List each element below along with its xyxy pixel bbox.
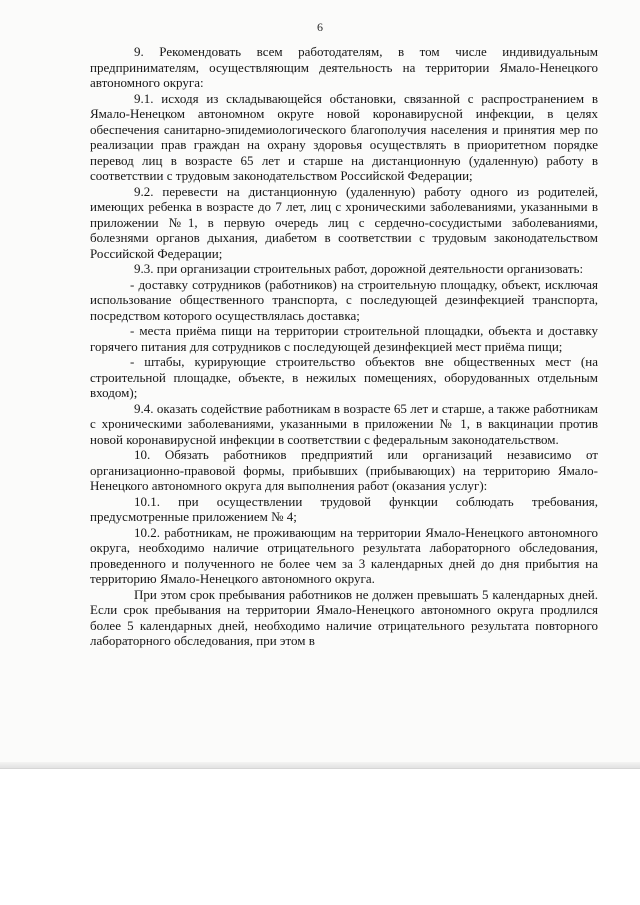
paragraph-9-2: 9.2. перевести на дистанционную (удаленную) работу одного из родителей, имеющих ребенка в возрасте до 7 лет, лиц с хроническими заболеваниями, указанными в приложении №1, в первую очередь лиц с сердечно-сосудистыми заболеваниями, болезнями органов дыхания, диабетом в соответствии с трудовым законодательством Российской Федерации; [90,183,598,261]
paragraph-9-4: 9.4. оказать содействие работникам в возрасте 65 лет и старше, а также работникам с хроническими заболеваниями, указанными в приложении № 1, в вакцинации против новой коронавирусной инфекции в соответствии с федеральным законодательством. [90,400,598,447]
list-item-headquarters: - штабы, курирующие строительство объектов вне общественных мест (на строительной площадке, объекте, в нежилых помещениях, оборудованных отдельным входом); [90,354,598,400]
paragraph-stay-duration: При этом срок пребывания работников не должен превышать 5 календарных дней. Если срок пребывания на территории Ямало-Ненецкого автономного округа продлился более 5 календарных дней, необходимо наличие отрицательного результата повторного лабораторного обследования, при этом в [90,586,598,648]
paragraph-9-3: 9.3. при организации строительных работ, дорожной деятельности организовать: [134,261,584,276]
paragraph-9-1: 9.1. исходя из складывающейся обстановки, связанной с распространением в Ямало-Ненецком автономном округе новой коронавирусной инфекции, в целях обеспечения санитарно-эпидемиологического благополучия населения и принятия мер по реализации прав граждан на охрану здоровья осуществлять в приоритетном порядке перевод лиц в возрасте 65 лет и старше на дистанционную (удаленную) работу в соответствии с трудовым законодательством Российской Федерации; [90,90,598,183]
list-item-delivery: - доставку сотрудников (работников) на строительную площадку, объект, исключая использование общественного транспорта, с последующей дезинфекцией транспорта, посредством которого осуществлялась доставка; [90,276,598,323]
page-number: 6 [317,20,323,34]
paragraph-9: 9. Рекомендовать всем работодателям, в том числе индивидуальным предпринимателям, осуществляющим деятельность на территории Ямало-Ненецкого автономного округа: [90,44,598,90]
paragraph-10-1: 10.1. при осуществлении трудовой функции соблюдать требования, предусмотренные приложением № 4; [90,493,598,524]
paragraph-10-2: 10.2. работникам, не проживающим на территории Ямало-Ненецкого автономного округа, необходимо наличие отрицательного результата лабораторного обследования, проведенного и полученного не более чем за 3 календарных дней до дня прибытия на территорию Ямало-Ненецкого автономного округа. [90,524,598,586]
paragraph-10: 10. Обязать работников предприятий или организаций независимо от организационно-правовой формы, прибывших (прибывающих) на территорию Ямало-Ненецкого автономного округа для выполнения работ (оказания услуг): [90,447,598,493]
document-body [90,44,598,649]
list-item-meals: - места приёма пищи на территории строительной площадки, объекта и доставку горячего питания для сотрудников с последующей дезинфекцией мест приёма пищи; [90,323,598,354]
